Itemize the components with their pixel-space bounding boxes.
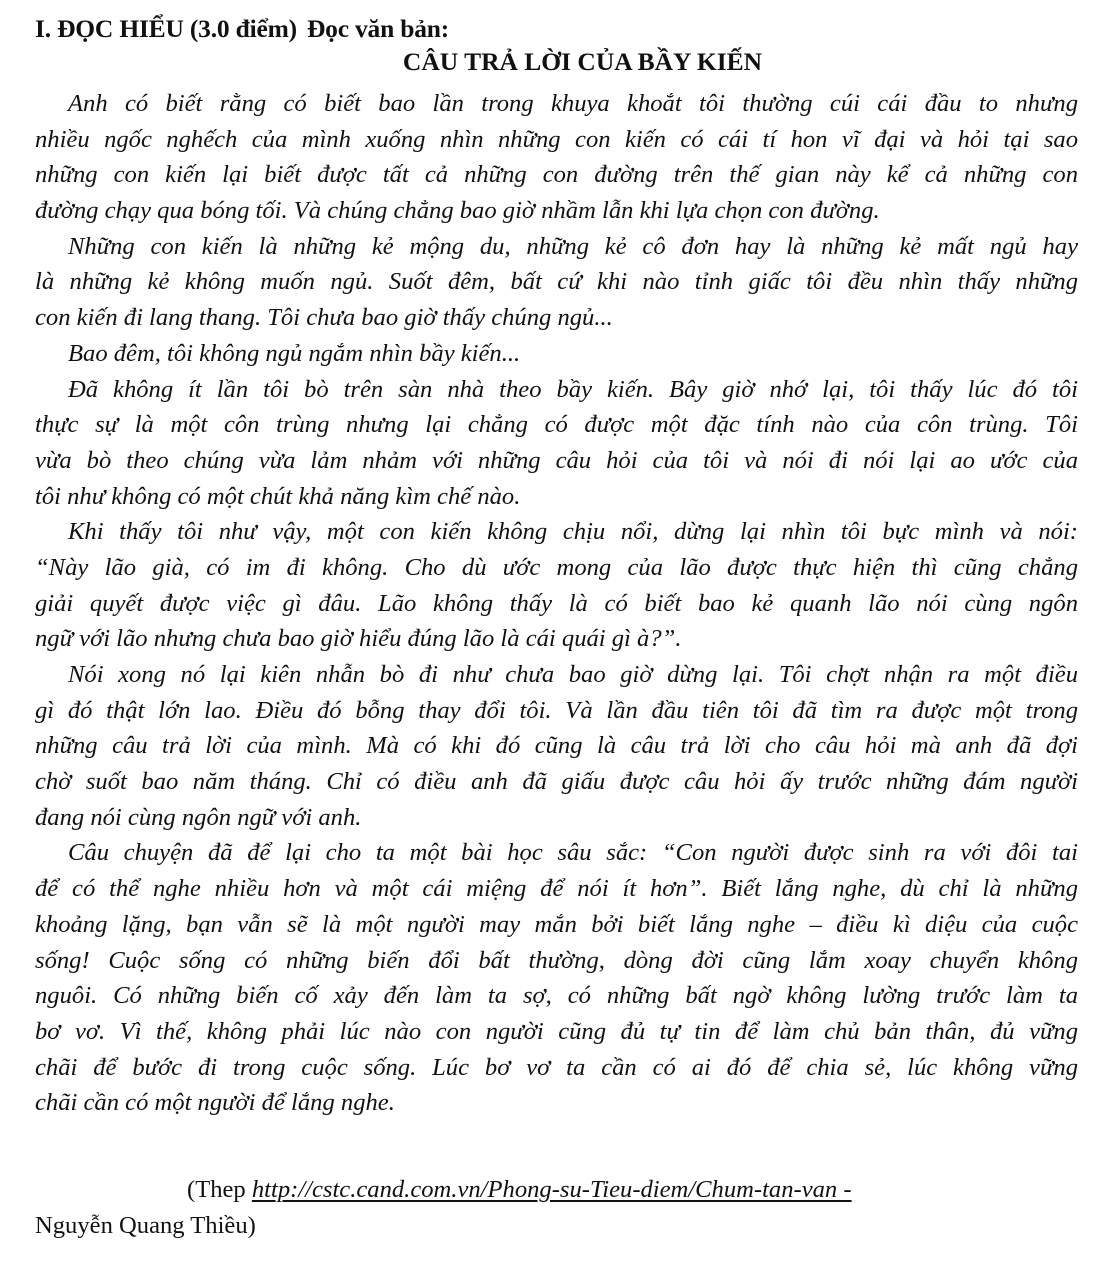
text-line: là những kẻ không muốn ngủ. Suốt đêm, bất cứ khi nào tỉnh giấc tôi đều nhìn thấy những bbox=[35, 268, 1078, 296]
text-line: đường chạy qua bóng tối. Và chúng chẳng bao giờ nhầm lẫn khi lựa chọn con đường. bbox=[35, 197, 880, 225]
text-line: vừa bò theo chúng vừa lảm nhảm với những câu hỏi của tôi và nói đi nói lại ao ước của bbox=[35, 446, 1078, 474]
section-heading bbox=[35, 12, 449, 46]
text-line: để có thể nghe nhiều hơn và một cái miệng để nói ít hơn”. Biết lắng nghe, dù chỉ là những bbox=[35, 875, 1078, 903]
story-title: CÂU TRẢ LỜI CỦA BẦY KIẾN bbox=[402, 47, 763, 76]
paragraph-4 bbox=[35, 372, 1078, 515]
text-line: Câu chuyện đã để lại cho ta một bài học sâu sắc: “Con người được sinh ra với đôi tai bbox=[68, 839, 1078, 867]
text-line: tôi như không có một chút khả năng kìm chế nào. bbox=[35, 482, 521, 510]
paragraph-7 bbox=[35, 835, 1078, 1121]
text-line: chãi để bước đi trong cuộc sống. Lúc bơ vơ ta cần có ai đó để chia sẻ, lúc không vững bbox=[35, 1053, 1078, 1081]
text-line: Anh có biết rằng có biết bao lần trong khuya khoắt tôi thường cúi cái đầu to nhưng bbox=[68, 90, 1078, 117]
story-body bbox=[35, 86, 1078, 1121]
text-line: chờ suốt bao năm tháng. Chỉ có điều anh đã giấu được câu hỏi ấy trước những đám người bbox=[35, 768, 1078, 796]
text-line: những con kiến lại biết được tất cả những con đường trên thế gian này kể cả những con bbox=[35, 161, 1078, 189]
text-line: Đã không ít lần tôi bò trên sàn nhà theo bầy kiến. Bây giờ nhớ lại, tôi thấy lúc đó tôi bbox=[68, 375, 1078, 403]
source-prefix: (Thep bbox=[187, 1176, 252, 1203]
text-line: gì đó thật lớn lao. Điều đó bỗng thay đổi tôi. Và lần đầu tiên tôi đã tìm ra được một trong bbox=[35, 696, 1078, 724]
paragraph-5 bbox=[35, 514, 1078, 657]
paragraph-2 bbox=[35, 229, 1078, 336]
text-line: những câu trả lời của mình. Mà có khi đó cũng là câu trả lời cho câu hỏi mà anh đã đợi bbox=[35, 732, 1078, 760]
source-author: Nguyễn Quang Thiều) bbox=[35, 1212, 256, 1239]
text-line: Bao đêm, tôi không ngủ ngắm nhìn bầy kiến... bbox=[68, 339, 521, 367]
text-line: Những con kiến là những kẻ mộng du, những kẻ cô đơn hay là những kẻ mất ngủ hay bbox=[68, 232, 1078, 260]
paragraph-3 bbox=[35, 336, 1078, 372]
paragraph-6 bbox=[35, 657, 1078, 835]
source-citation bbox=[35, 1172, 1078, 1244]
text-line: “Này lão già, có im đi không. Cho dù ước mong của lão được thực hiện thì cũng chẳng bbox=[35, 553, 1078, 581]
source-line bbox=[35, 1172, 1078, 1208]
text-line: Nói xong nó lại kiên nhẫn bò đi như chưa bao giờ dừng lại. Tôi chợt nhận ra một điều bbox=[68, 661, 1078, 688]
text-line: nguôi. Có những biến cố xảy đến làm ta sợ, có những bất ngờ không lường trước làm ta bbox=[35, 982, 1078, 1010]
text-line: sống! Cuộc sống có những biến đổi bất thường, dòng đời cũng lắm xoay chuyển không bbox=[35, 946, 1078, 974]
text-line: khoảng lặng, bạn vẫn sẽ là một người may mắn bởi biết lắng nghe – điều kì diệu của cuộc bbox=[35, 910, 1078, 938]
text-line: Khi thấy tôi như vậy, một con kiến không chịu nổi, dừng lại nhìn tôi bực mình và nói: bbox=[68, 518, 1078, 546]
text-line: đang nói cùng ngôn ngữ với anh. bbox=[35, 803, 362, 831]
section-instruction: Đọc văn bản: bbox=[306, 14, 450, 43]
text-line: nhiều ngốc nghếch của mình xuống nhìn những con kiến có cái tí hon vĩ đại và hỏi tại sao bbox=[35, 125, 1078, 153]
section-part-label: I. ĐỌC HIỂU (3.0 điểm) bbox=[35, 14, 297, 43]
text-line: chãi cần có một người để lắng nghe. bbox=[35, 1089, 395, 1117]
paragraph-1 bbox=[35, 86, 1078, 229]
text-line: giải quyết được việc gì đâu. Lão không thấy là có biết bao kẻ quanh lão nói cùng ngôn bbox=[35, 589, 1078, 617]
source-link[interactable]: http://cstc.cand.com.vn/Phong-su-Tieu-diem/Chum-tan-van - bbox=[251, 1176, 852, 1203]
text-line: con kiến đi lang thang. Tôi chưa bao giờ thấy chúng ngủ... bbox=[35, 304, 613, 332]
text-line: ngữ với lão nhưng chưa bao giờ hiểu đúng lão là cái quái gì à?”. bbox=[35, 625, 682, 653]
text-line: thực sự là một côn trùng nhưng lại chẳng có được một đặc tính nào của côn trùng. Tôi bbox=[35, 411, 1078, 439]
text-line: bơ vơ. Vì thế, không phải lúc nào con người cũng đủ tự tin để làm chủ bản thân, đủ vững bbox=[35, 1017, 1078, 1045]
